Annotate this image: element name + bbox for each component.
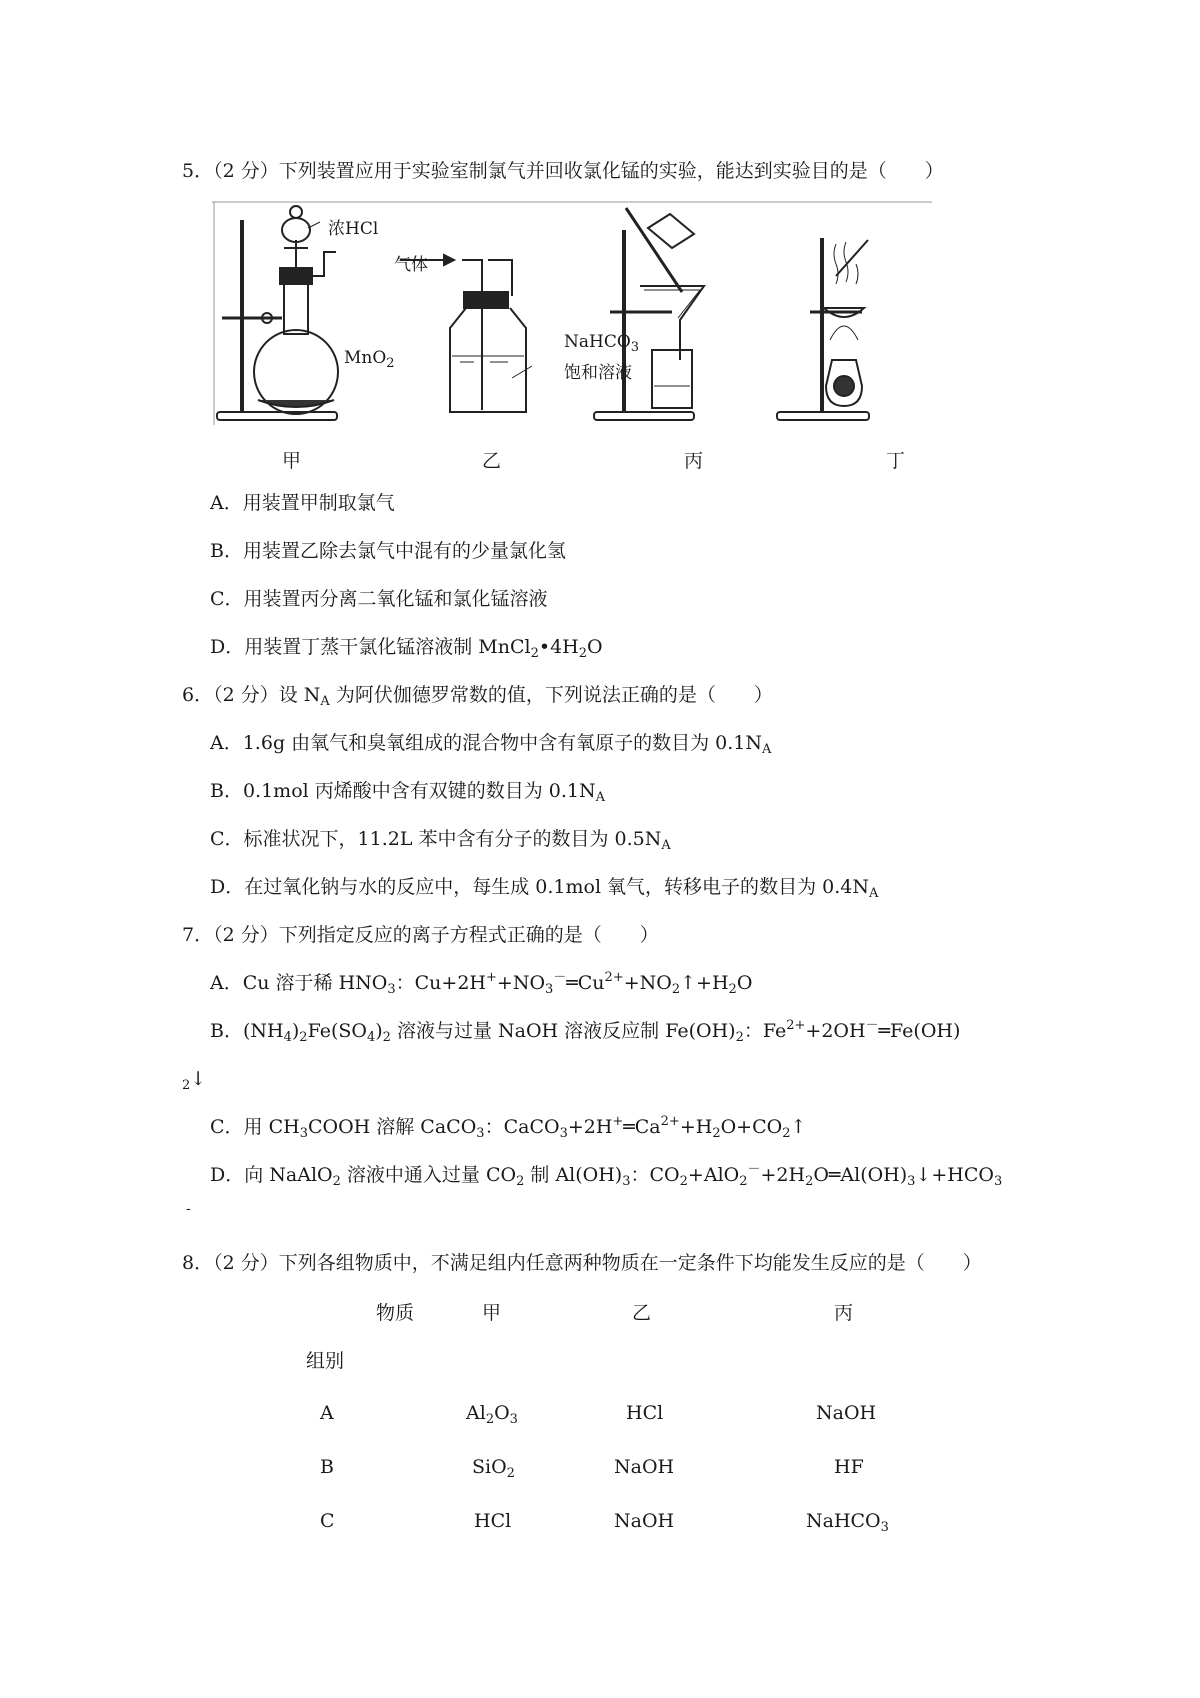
q6-option-c: C．标准状况下，11.2L 苯中含有分子的数目为 $0.5N_A$ (210, 828, 671, 853)
q6-option-a: A．1.6g 由氧气和臭氧组成的混合物中含有氧原子的数目为 $0.1N_A$ (210, 732, 772, 757)
q5-option-a: A．用装置甲制取氯气 (210, 492, 395, 514)
label-conc-hcl: 浓HCl (328, 219, 379, 239)
apparatus-yi (400, 255, 532, 412)
table-col-jia: 甲 (482, 1302, 502, 1324)
label-nahco3: NaHCO$_3$ (564, 332, 640, 355)
q7-option-b-continued: $_2$↓ (182, 1068, 207, 1093)
label-gas: 气体 (394, 255, 428, 275)
q6-stem: 6．（2 分）设 $N_A$ 为阿伏伽德罗常数的值，下列说法正确的是（ ） (182, 684, 773, 709)
table-row-label: C (320, 1510, 335, 1532)
q5-stem: 5．（2 分）下列装置应用于实验室制氯气并回收氯化锰的实验，能达到实验目的是（ ） (182, 160, 944, 182)
apparatus-bing (594, 208, 704, 420)
q7-option-b: B．$(NH_4)_2Fe(SO_4)_2$ 溶液与过量 NaOH 溶液反应制 $Fe(OH)_2$：$Fe^{2+}+2OH^-═Fe(OH)$ (210, 1018, 961, 1045)
table-cell: $Al_2O_3$ (466, 1402, 518, 1427)
table-row-label: B (320, 1456, 334, 1478)
table-cell: NaOH (614, 1456, 675, 1478)
caption-bing: 丙 (684, 450, 704, 472)
table-row-label: A (320, 1402, 334, 1424)
label-saturated-solution: 饱和溶液 (564, 363, 632, 383)
q8-stem: 8．（2 分）下列各组物质中，不满足组内任意两种物质在一定条件下均能发生反应的是（ ） (182, 1252, 982, 1274)
table-header-group: 组别 (306, 1350, 345, 1372)
table-cell: HCl (626, 1402, 664, 1424)
table-cell: NaOH (614, 1510, 675, 1532)
q7-option-d: D．向 NaAlO$_2$ 溶液中通入过量 $CO_2$ 制 $Al(OH)_3$：$CO_2+AlO_2^-+2H_2O═Al(OH)_3↓+HCO_3$ (210, 1162, 1003, 1189)
table-cell: HF (834, 1456, 864, 1478)
q6-option-b: B．0.1mol 丙烯酸中含有双键的数目为 $0.1N_A$ (210, 780, 606, 805)
table-col-bing: 丙 (834, 1302, 854, 1324)
q5-option-b: B．用装置乙除去氯气中混有的少量氯化氢 (210, 540, 566, 562)
q7-stem: 7．（2 分）下列指定反应的离子方程式正确的是（ ） (182, 924, 659, 946)
q6-option-d: D．在过氧化钠与水的反应中，每生成 0.1mol 氧气，转移电子的数目为 $0.4N_A$ (210, 876, 879, 901)
apparatus-figure (212, 200, 932, 470)
table-cell: NaOH (816, 1402, 877, 1424)
q5-option-c: C．用装置丙分离二氧化锰和氯化锰溶液 (210, 588, 548, 610)
caption-jia: 甲 (282, 450, 302, 472)
table-cell: SiO$_2$ (472, 1456, 515, 1481)
table-col-yi: 乙 (632, 1302, 652, 1324)
q7-option-a: A．Cu 溶于稀 $HNO_3$：$Cu+2H^++NO_3^-═Cu^{2+}+NO_2↑+H_2O$ (210, 970, 753, 997)
table-cell: NaHCO$_3$ (806, 1510, 889, 1535)
q7-option-d-continued: - (186, 1201, 191, 1217)
label-mno2: MnO$_2$ (344, 348, 395, 371)
apparatus-jia (217, 206, 338, 420)
q7-option-c: C．用 $CH_3COOH$ 溶解 CaCO$_3$：$CaCO_3+2H^+═Ca^{2+}+H_2O+CO_2↑$ (210, 1114, 807, 1141)
q5-option-d: D．用装置丁蒸干氯化锰溶液制 $MnCl_2•4H_2O$ (210, 636, 603, 661)
caption-ding: 丁 (886, 450, 906, 472)
table-cell: HCl (474, 1510, 512, 1532)
apparatus-ding (777, 238, 869, 420)
caption-yi: 乙 (482, 450, 502, 472)
apparatus-drawing (212, 200, 932, 430)
table-header-substance: 物质 (376, 1302, 415, 1324)
